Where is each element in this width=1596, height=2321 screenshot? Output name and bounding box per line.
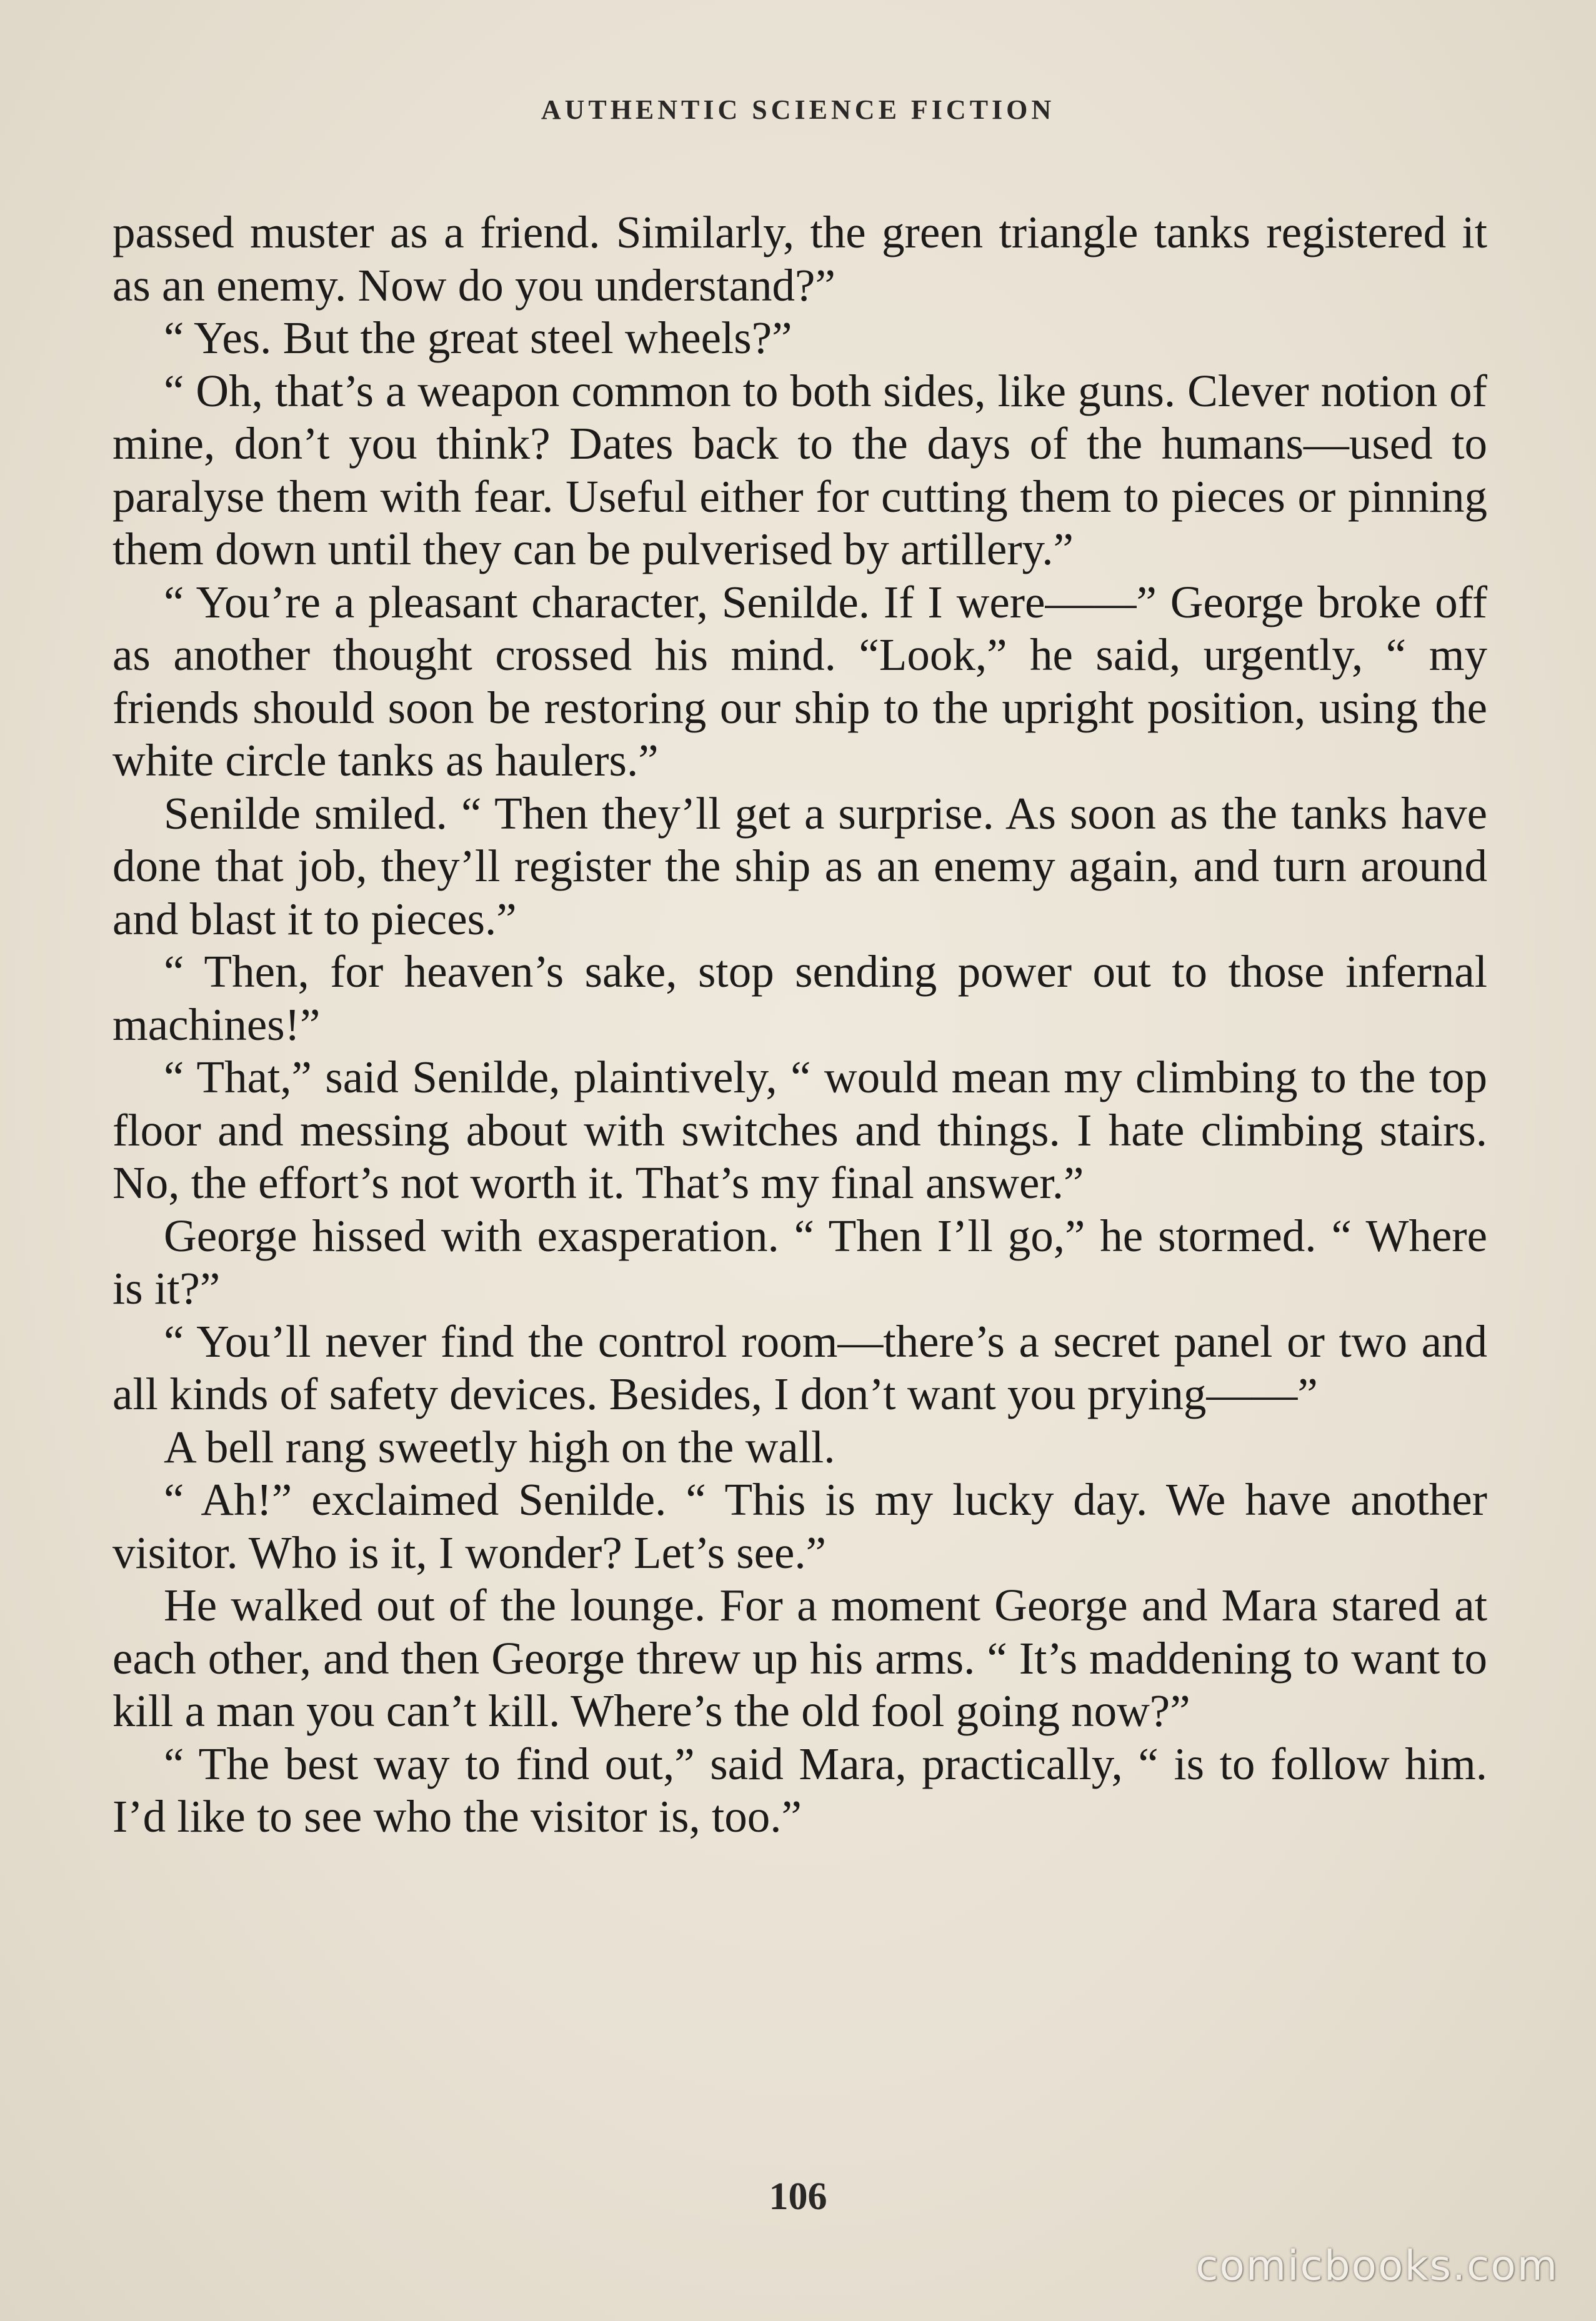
paragraph: “ You’re a pleasant character, Senilde. If I were——” George broke off as another thought crossed his mind. “Look,” he said, urgently, “ my friends should soon be restoring our ship to the upright position, using the white circle tanks as haulers.” [112, 576, 1487, 786]
paragraph: “ The best way to find out,” said Mara, practically, “ is to follow him. I’d like to see who the visitor is, too.” [112, 1738, 1487, 1842]
page-number: 106 [769, 2175, 827, 2218]
watermark: comicbooks.com [1195, 2242, 1559, 2290]
paragraph: “ Then, for heaven’s sake, stop sending power out to those infernal machines!” [112, 946, 1487, 1050]
body-text [112, 206, 1487, 1844]
paragraph: “ That,” said Senilde, plaintively, “ would mean my climbing to the top floor and messing about with switches and things. I hate climbing stairs. No, the effort’s not worth it. That’s my final answer.” [112, 1052, 1487, 1208]
paragraph: passed muster as a friend. Similarly, the green triangle tanks registered it as an enemy. Now do you understand?” [112, 207, 1487, 311]
paragraph: Senilde smiled. “ Then they’ll get a surprise. As soon as the tanks have done that job, they’ll register the ship as an enemy again, and turn around and blast it to pieces.” [112, 787, 1487, 944]
paragraph: “ Oh, that’s a weapon common to both sides, like guns. Clever notion of mine, don’t you think? Dates back to the days of the humans—used to paralyse them with fear. Useful either for cutting them to pieces or pinning them down until they can be pulverised by artillery.” [112, 365, 1487, 574]
paragraph: “ Yes. But the great steel wheels?” [164, 312, 792, 363]
paragraph: “ Ah!” exclaimed Senilde. “ This is my lucky day. We have another visitor. Who is it, I wonder? Let’s see.” [112, 1474, 1487, 1578]
paragraph: He walked out of the lounge. For a moment George and Mara stared at each other, and then George threw up his arms. “ It’s maddening to want to kill a man you can’t kill. Where’s the old fool going now?” [112, 1580, 1487, 1736]
paragraph: A bell rang sweetly high on the wall. [164, 1421, 835, 1472]
paragraph: George hissed with exasperation. “ Then I’ll go,” he stormed. “ Where is it?” [112, 1210, 1487, 1314]
paragraph: “ You’ll never find the control room—there’s a secret panel or two and all kinds of safety devices. Besides, I don’t want you prying——” [112, 1315, 1487, 1419]
running-head: AUTHENTIC SCIENCE FICTION [541, 94, 1055, 125]
